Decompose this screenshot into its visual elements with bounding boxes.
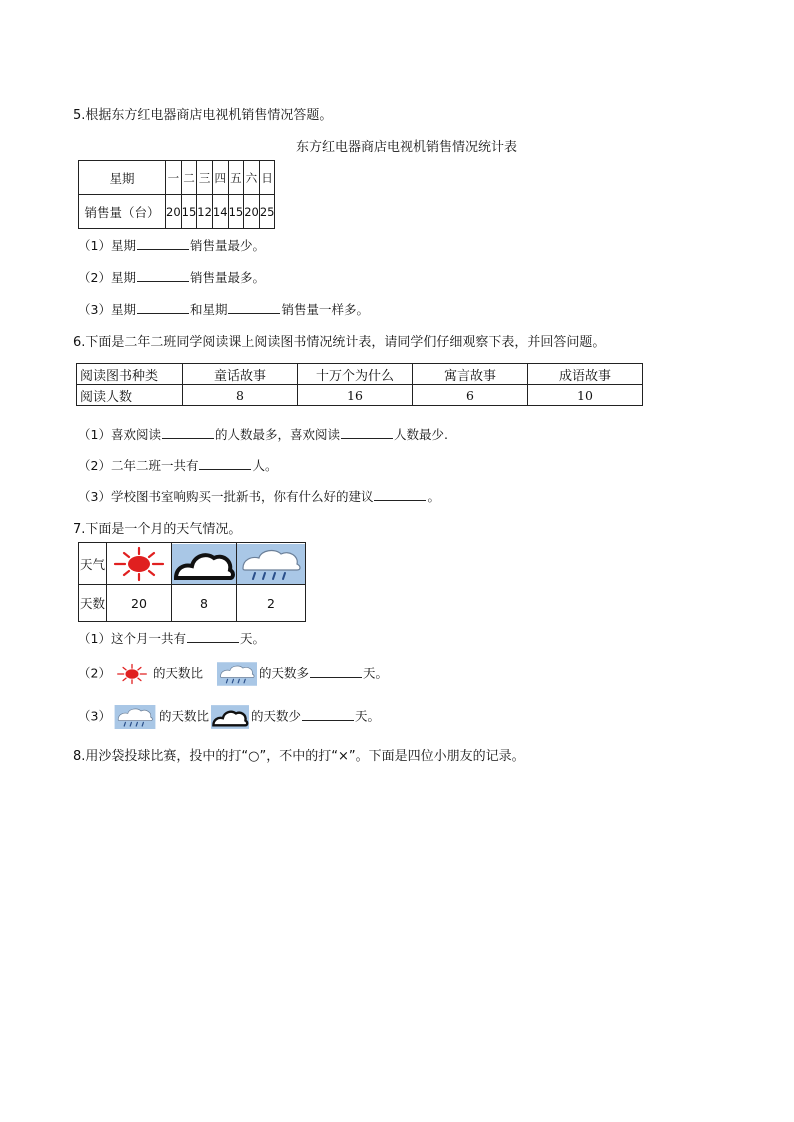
q5-table-caption: 东方红电器商店电视机销售情况统计表: [296, 140, 518, 155]
q6-category-cell: 童话故事: [183, 364, 298, 385]
q5-sub3: [78, 300, 369, 318]
q7-sub2-text-c: 的天数多: [258, 665, 309, 681]
q5-day-cell: 三: [197, 161, 213, 195]
q5-value-cell: 15: [228, 195, 244, 229]
q6-reading-table: [76, 363, 643, 406]
q6-sub2-text-a: （2）二年二班一共有: [78, 458, 199, 473]
rain-cloud-icon: [113, 705, 157, 729]
q6-sub2-text-b: 人。: [252, 458, 278, 473]
q7-sub3-text-a: （3）: [78, 708, 111, 724]
q5-row2-label: 销售量（台）: [79, 195, 166, 229]
answer-blank[interactable]: [302, 708, 354, 721]
q7-sub1-text-a: （1）这个月一共有: [78, 631, 186, 646]
q6-sub1-text-c: 人数最少.: [393, 427, 448, 442]
q5-day-cell: 六: [244, 161, 260, 195]
q7-row2-label: 天数: [79, 585, 107, 622]
q6-value-cell: 6: [413, 385, 528, 406]
q6-value-cell: 10: [528, 385, 643, 406]
rain-cloud-icon: [237, 544, 305, 584]
q5-sub3-text-c: 销售量一样多。: [281, 302, 369, 317]
answer-blank[interactable]: [162, 426, 214, 439]
q5-day-cell: 五: [228, 161, 244, 195]
q7-weather-cell: [172, 543, 237, 585]
q6-sub3: [78, 487, 440, 505]
q5-sub3-text-a: （3）星期: [78, 302, 136, 317]
q7-weather-table: [78, 542, 306, 622]
q5-value-cell: 20: [244, 195, 260, 229]
q7-sub3: [78, 703, 380, 731]
answer-blank[interactable]: [228, 301, 280, 314]
q5-sub2-text-a: （2）星期: [78, 270, 136, 285]
answer-blank[interactable]: [199, 457, 251, 470]
q7-sub2-text-d: 天。: [362, 665, 388, 681]
cloud-icon: [211, 703, 249, 731]
answer-blank[interactable]: [310, 665, 362, 678]
q7-row1-label: 天气: [79, 543, 107, 585]
answer-blank[interactable]: [137, 269, 189, 282]
answer-blank[interactable]: [374, 488, 426, 501]
q6-category-cell: 成语故事: [528, 364, 643, 385]
q5-sub1: [78, 236, 265, 254]
q6-category-cell: 十万个为什么: [298, 364, 413, 385]
q5-day-cell: 四: [212, 161, 228, 195]
q7-sub2-text-a: （2）: [78, 665, 111, 681]
q5-value-cell: 12: [197, 195, 213, 229]
q7-sub1-text-b: 天。: [239, 631, 265, 646]
q5-day-cell: 日: [259, 161, 275, 195]
q7-sub2: [78, 662, 388, 686]
q8-title: 8.用沙袋投球比赛，投中的打“○”，不中的打“×”。下面是四位小朋友的记录。: [73, 749, 525, 764]
rain-cloud-icon: [217, 662, 257, 686]
q5-value-cell: 15: [181, 195, 197, 229]
q7-weather-cell: [237, 543, 306, 585]
answer-blank[interactable]: [341, 426, 393, 439]
q6-category-cell: 寓言故事: [413, 364, 528, 385]
answer-blank[interactable]: [187, 630, 239, 643]
cloud-icon: [172, 544, 236, 584]
q6-title: 6.下面是二年二班同学阅读课上阅读图书情况统计表，请同学们仔细观察下表，并回答问题。: [73, 335, 606, 350]
q6-sub1-text-a: （1）喜欢阅读: [78, 427, 161, 442]
q6-row1-label: 阅读图书种类: [77, 364, 183, 385]
q7-value-cell: 20: [107, 585, 172, 622]
q6-sub3-text-b: 。: [427, 489, 440, 504]
answer-blank[interactable]: [137, 301, 189, 314]
q6-value-cell: 16: [298, 385, 413, 406]
q6-row2-label: 阅读人数: [77, 385, 183, 406]
q5-title: 5.根据东方红电器商店电视机销售情况答题。: [73, 108, 333, 123]
q5-day-cell: 一: [166, 161, 182, 195]
q7-title: 7.下面是一个月的天气情况。: [73, 522, 242, 537]
q7-sub3-text-d: 天。: [354, 708, 380, 724]
q7-sub3-text-b: 的天数比: [158, 708, 209, 724]
q5-sub2: [78, 268, 265, 286]
q5-row1-label: 星期: [79, 161, 166, 195]
q7-sub1: [78, 629, 265, 647]
q6-sub3-text-a: （3）学校图书室响购买一批新书，你有什么好的建议: [78, 489, 374, 504]
q7-value-cell: 8: [172, 585, 237, 622]
sun-icon: [107, 544, 171, 584]
answer-blank[interactable]: [137, 237, 189, 250]
q6-sub1-text-b: 的人数最多，喜欢阅读: [214, 427, 340, 442]
q5-sales-table: [78, 160, 275, 229]
q6-sub2: [78, 456, 277, 474]
q6-value-cell: 8: [183, 385, 298, 406]
q5-sub2-text-b: 销售量最多。: [189, 270, 265, 285]
q6-sub1: [78, 425, 448, 443]
q5-day-cell: 二: [181, 161, 197, 195]
sun-icon: [113, 662, 151, 686]
q5-sub1-text-b: 销售量最少。: [189, 238, 265, 253]
q7-sub3-text-c: 的天数少: [250, 708, 301, 724]
q5-sub1-text-a: （1）星期: [78, 238, 136, 253]
q5-value-cell: 14: [212, 195, 228, 229]
q5-value-cell: 20: [166, 195, 182, 229]
q7-sub2-text-b: 的天数比: [152, 665, 203, 681]
q7-value-cell: 2: [237, 585, 306, 622]
q5-sub3-text-b: 和星期: [189, 302, 228, 317]
q7-weather-cell: [107, 543, 172, 585]
q5-value-cell: 25: [259, 195, 275, 229]
